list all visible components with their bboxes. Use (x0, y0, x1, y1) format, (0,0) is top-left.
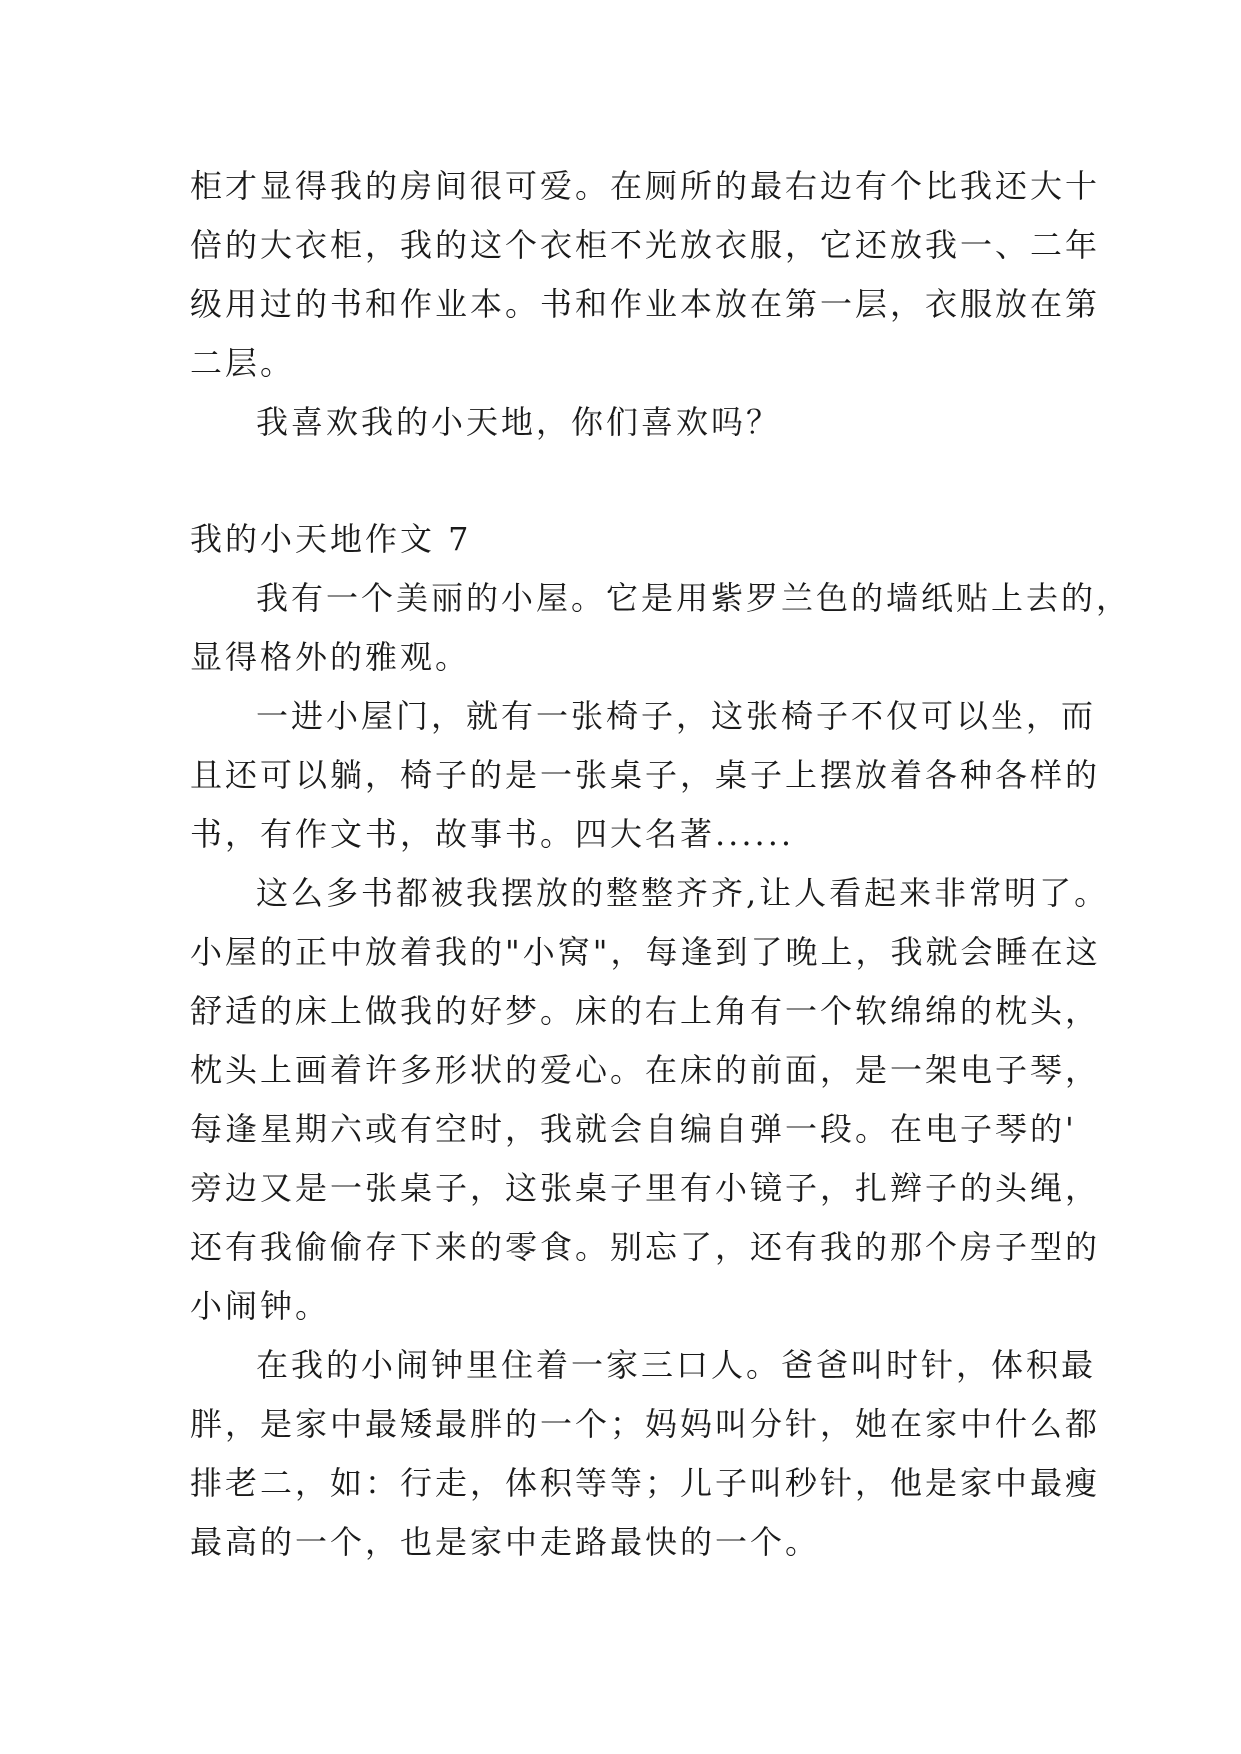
text-line: 排老二，如：行走，体积等等；儿子叫秒针，他是家中最瘦 (190, 1464, 1101, 1502)
text-line: 枕头上画着许多形状的爱心。在床的前面，是一架电子琴， (190, 1051, 1101, 1089)
text-line: 舒适的床上做我的好梦。床的右上角有一个软绵绵的枕头， (190, 992, 1101, 1030)
text-line: 胖，是家中最矮最胖的一个；妈妈叫分针，她在家中什么都 (190, 1405, 1101, 1443)
text-line: 最高的一个，也是家中走路最快的一个。 (190, 1523, 821, 1561)
text-line: 级用过的书和作业本。书和作业本放在第一层，衣服放在第 (190, 285, 1101, 323)
text-line: 小屋的正中放着我的"小窝"，每逢到了晚上，我就会睡在这 (190, 933, 1101, 971)
text-line: 且还可以躺，椅子的是一张桌子，桌子上摆放着各种各样的 (190, 756, 1101, 794)
text-line: 一进小屋门，就有一张椅子，这张椅子不仅可以坐，而 (256, 697, 1097, 735)
text-line: 旁边又是一张桌子，这张桌子里有小镜子，扎辫子的头绳， (190, 1169, 1101, 1207)
text-line: 显得格外的雅观。 (190, 638, 471, 676)
text-line: 倍的大衣柜，我的这个衣柜不光放衣服，它还放我一、二年 (190, 226, 1101, 264)
text-line: 二层。 (190, 344, 296, 382)
text-line: 柜才显得我的房间很可爱。在厕所的最右边有个比我还大十 (190, 167, 1101, 205)
section-heading: 我的小天地作文 7 (190, 520, 472, 558)
text-line: 小闹钟。 (190, 1287, 331, 1325)
text-line: 我有一个美丽的小屋。它是用紫罗兰色的墙纸贴上去的， (256, 579, 1132, 617)
text-line: 每逢星期六或有空时，我就会自编自弹一段。在电子琴的' (190, 1110, 1077, 1148)
text-line: 还有我偷偷存下来的零食。别忘了，还有我的那个房子型的 (190, 1228, 1101, 1266)
text-line: 这么多书都被我摆放的整整齐齐,让人看起来非常明了。 (256, 874, 1110, 912)
text-line: 书，有作文书，故事书。四大名著...... (190, 815, 795, 853)
text-line: 我喜欢我的小天地，你们喜欢吗？ (256, 403, 782, 441)
text-line: 在我的小闹钟里住着一家三口人。爸爸叫时针，体积最 (256, 1346, 1097, 1384)
